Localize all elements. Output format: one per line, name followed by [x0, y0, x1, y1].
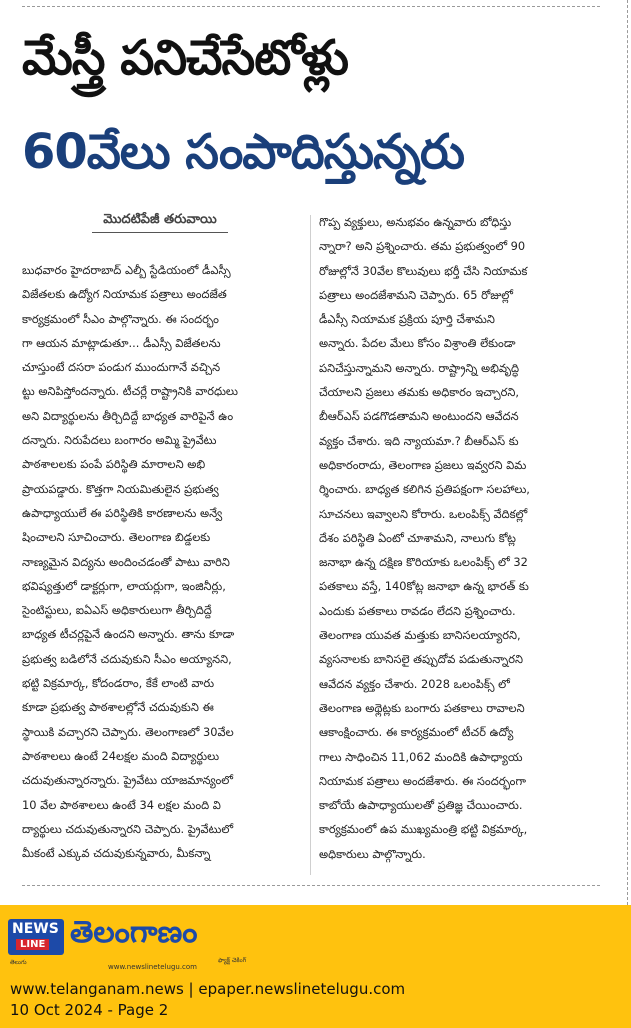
article-line: బీఆర్ఎస్ పడగొడతామని అంటుందని ఆవేదన [319, 409, 519, 424]
article-line: పాఠశాలలు ఉంటే 24లక్షల మంది విద్యార్థులు [22, 748, 220, 763]
article-line: ప్రభుత్వ బడిలోనే చదువుకుని సీఎం అయ్యానని, [22, 651, 232, 666]
article-line: వ్యక్తం చేశారు. ఇది న్యాయమా.? బీఆర్ఎస్ కు [319, 433, 519, 448]
article-line: ఆవేదన వ్యక్తం చేశారు. 2028 ఒలంపిక్స్ లో [319, 676, 510, 691]
badge-line-text: LINE [16, 939, 49, 950]
article-line: గొప్ప వ్యక్తులు, అనుభవం ఉన్నవారు బోధిస్తు [319, 215, 512, 229]
logo-tagline: తెలుగు [10, 959, 27, 966]
column-divider [310, 215, 311, 875]
headline-line-2: 60వేలు సంపాదిస్తున్నరు [22, 124, 465, 180]
article-line: గా ఆయన మాట్లాడుతూ... డీఎస్సీ విజేతలను [22, 335, 221, 350]
article-line: ర్శించారు. బాధ్యత కలిగిన ప్రతిపక్షంగా సలహాలు, [319, 482, 530, 497]
continuation-label: మొదటిపేజీ తరువాయి [92, 212, 228, 233]
logo-wordmark: తెలంగాణం [70, 915, 198, 950]
bottom-rule [22, 885, 600, 886]
logo-subtitle: ఫ్యాక్ట్ చెకింగ్ [218, 957, 247, 964]
article-line: దేశం పరిస్థితి ఏంటో చూశామని, నాలుగు కోట్ల [319, 530, 516, 545]
newsline-badge [8, 919, 64, 955]
footer-bar [0, 905, 631, 1028]
article-line: నాణ్యమైన విద్యను అందించడంతో పాటు వారిని [22, 554, 230, 569]
article-line: బుధవారం హైదరాబాద్ ఎల్బీ స్టేడియంలో డీఎస్సీ [22, 263, 231, 277]
article-line: 10 వేల పాఠశాలలు ఉంటే 34 లక్షల మంది వి [22, 797, 221, 812]
article-line: డీఎస్సీ నియామక ప్రక్రియ పూర్తి చేశామని [319, 312, 495, 327]
headline-line-1: మేస్త్రీ పనిచేసేటోళ్లు [22, 30, 348, 86]
article-line: చేయాలని ప్రజలు తమకు అధికారం ఇచ్చారని, [319, 385, 519, 400]
article-line: అధికారులు పాల్గొన్నారు. [319, 846, 426, 861]
badge-news-text: NEWS [12, 921, 59, 937]
article-line: ఉపాధ్యాయులే ఈ పరిస్థితికి కారణాలను అన్వే [22, 505, 223, 520]
article-line: విజేతలకు ఉద్యోగ నియామక పత్రాలు అందజేత [22, 287, 227, 302]
article-line: జనాభా ఉన్న దక్షిణ కొరియాకు ఒలంపిక్స్ లో 32 [319, 555, 528, 570]
article-line: న్నారా? అని ప్రశ్నించారు. తమ ప్రభుత్వంలో 90 [319, 239, 526, 254]
article-line: అని విద్యార్థులను తీర్చిదిద్దే బాధ్యత వారిపైనే ఉం [22, 408, 234, 423]
article-column-right [319, 210, 601, 866]
article-line: పత్రాలు అందజేశామని చెప్పారు. 65 రోజుల్లో [319, 287, 514, 302]
article-line: పనిచేస్తున్నామని అన్నారు. రాష్ట్రాన్ని అభివృద్ధి [319, 360, 520, 375]
article-line: షించాలని సూచించారు. తెలంగాణ బిడ్డలకు [22, 530, 211, 545]
article-line: మీకంటే ఎక్కువ చదువుకున్నవారు, మీకన్నా [22, 846, 211, 861]
article-line: ప్రాయపడ్డారు. కొత్తగా నియమితులైన ప్రభుత్వ [22, 481, 219, 496]
article-line: కార్యక్రమంలో సీఎం పాల్గొన్నారు. ఈ సందర్భం [22, 311, 219, 326]
article-line: పాఠశాలలకు పంపే పరిస్థితి మారాలని అభి [22, 457, 206, 472]
right-rule [627, 0, 628, 905]
article-line: పతకాలు వస్తే, 140కోట్ల జనాభా ఉన్న భారత్ కు [319, 579, 529, 594]
article-line: భట్టి విక్రమార్క, కోదండరాం, కేకే లాంటి వారు [22, 676, 215, 691]
article-line: ద్యార్థులు చదువుతున్నారని చెప్పారు. ప్రైవేటులో [22, 821, 234, 836]
newsline-telanganam-logo[interactable] [8, 913, 248, 971]
article-line: అన్నారు. పేదల మేలు కోసం విశ్రాంతి లేకుండా [319, 336, 516, 351]
footer-websites[interactable]: www.telanganam.news | epaper.newslinetelugu.com [10, 980, 406, 998]
article-line: ఎందుకు పతకాలు రావడం లేదని ప్రశ్నించారు. [319, 603, 516, 618]
article-line: రోజుల్లోనే 30వేల కొలువులు భర్తీ చేసి నియామక [319, 263, 528, 278]
footer-date-page: 10 Oct 2024 - Page 2 [10, 1001, 169, 1019]
top-rule [22, 6, 600, 7]
article-line: ఆకాంక్షించారు. ఈ కార్యక్రమంలో టీచర్ ఉద్యో [319, 725, 514, 740]
article-line: కూడా ప్రభుత్వ పాఠశాలల్లోనే చదువుకుని ఈ [22, 700, 214, 715]
article-line: దన్నారు. నిరుపేదలు బంగారం అమ్మి ప్రైవేటు [22, 433, 217, 448]
article-line: చదువుతున్నారన్నారు. ప్రైవేటు యాజమాన్యంలో [22, 773, 233, 788]
logo-url: www.newslinetelugu.com [108, 963, 197, 971]
article-line: సైంటిస్టులు, ఐఏఎస్ అధికారులుగా తీర్చిదిద్దే [22, 603, 212, 618]
article-line: భవిష్యత్తులో డాక్టర్లుగా, లాయర్లుగా, ఇంజినీర్లు, [22, 578, 226, 593]
article-line: గాలు సాధించిన 11,062 మందికి ఉపాధ్యాయ [319, 749, 523, 764]
article-line: నియామక పత్రాలు అందజేశారు. ఈ సందర్భంగా [319, 773, 526, 788]
article-line: వ్యసనాలకు బానిసలై తప్పుదోవ పడుతున్నారని [319, 652, 523, 667]
article-line: తెలంగాణ అథ్లెట్లకు బంగారు పతకాలు రావాలని [319, 700, 525, 715]
article-line: బాధ్యత టీచర్లపైనే ఉందని అన్నారు. తాను కూడా [22, 627, 235, 642]
article-line: తెలంగాణ యువత మత్తుకు బానిసలయ్యారని, [319, 628, 521, 643]
article-column-left [22, 258, 302, 865]
article-line: కార్యక్రమంలో ఉప ముఖ్యమంత్రి భట్టి విక్రమార్క, [319, 822, 528, 837]
article-line: అధికారంరాదు, తెలంగాణ ప్రజలు ఇవ్వరని విమ [319, 457, 527, 472]
article-line: సూచనలు ఇవ్వాలని కోరారు. ఒలంపిక్స్ వేదికల్లో [319, 506, 528, 521]
article-line: కాబోయే ఉపాధ్యాయులతో ప్రతిజ్ఞ చేయించారు. [319, 798, 523, 813]
article-line: స్థాయికి వచ్చారని చెప్పారు. తెలంగాణలో 30వేల [22, 724, 234, 739]
article-line: ట్టు అనిపిస్తోందన్నారు. టీచర్లే రాష్ట్రానికి వారధులు [22, 384, 238, 399]
article-line: చూస్తుంటే దసరా పండుగ ముందుగానే వచ్చిన [22, 360, 221, 375]
